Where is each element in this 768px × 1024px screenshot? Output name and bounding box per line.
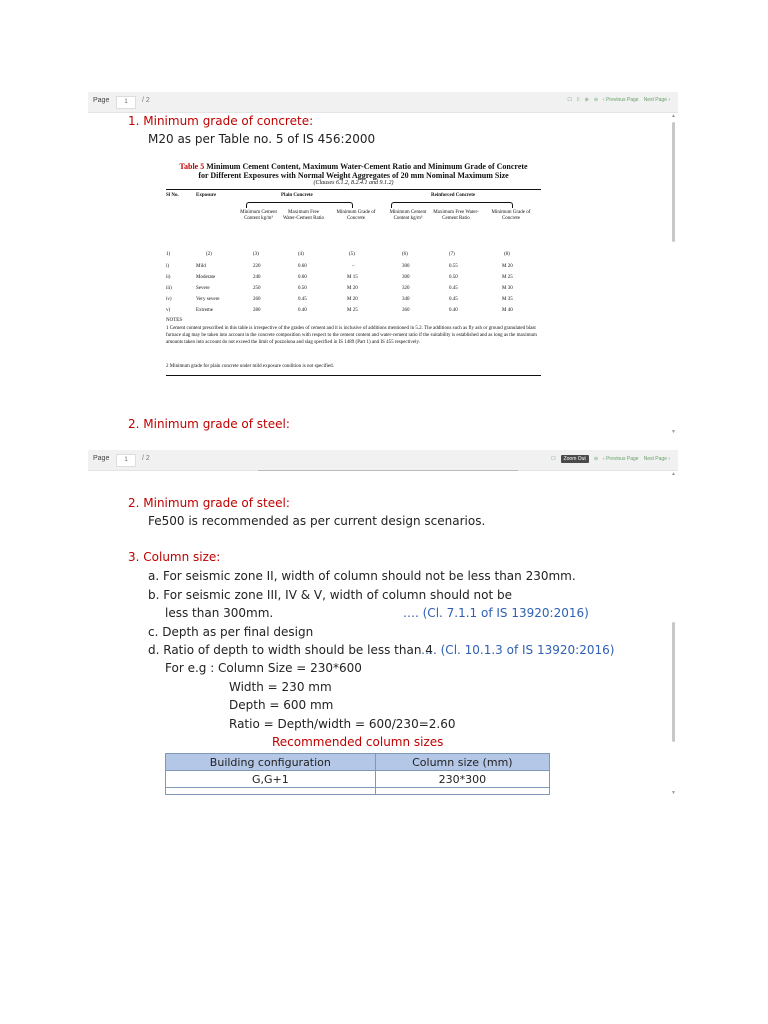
table-cell [166,788,376,795]
heading-steel-grade: 2. Minimum grade of steel: [128,417,290,431]
heading-steel-grade: 2. Minimum grade of steel: [128,496,290,510]
group-plain-concrete: Plain Concrete [281,193,313,198]
depth-text: Depth = 600 mm [229,698,334,712]
table-cell: 230*300 [375,771,549,788]
col-exposure: Exposure [196,193,217,198]
item-b-line2: less than 300mm. [165,606,274,620]
concrete-grade-text: M20 as per Table no. 5 of IS 456:2000 [148,132,376,146]
index-cell: (2) [206,252,212,257]
ref-cl-10-1-3: …. (Cl. 10.1.3 of IS 13920:2016) [421,643,615,657]
page-content [88,470,670,798]
scroll-up-arrow[interactable]: ▲ [671,471,676,477]
previous-page-link[interactable]: ‹ Previous Page [603,97,639,103]
table-row [166,771,550,788]
next-page-link[interactable]: Next Page › [643,456,670,462]
notes-label: NOTES [166,318,183,323]
zoom-out-icon[interactable]: ⊖ [593,456,599,462]
sub-header-4: Maximum Free Water-Cement Ratio [282,210,324,221]
heading-column-size: 3. Column size: [128,550,221,564]
zoom-in-icon[interactable]: ⊕ [584,97,589,103]
scrollbar[interactable] [671,472,676,795]
table-title-line2: for Different Exposures with Normal Weight Aggregates of 20 mm Nominal Maximum Size [198,171,509,180]
sub-header-5: Minimum Grade of Concrete [336,210,376,221]
heading-concrete-grade: 1. Minimum grade of concrete: [128,114,314,128]
sub-header-8: Minimum Grade of Concrete [491,210,531,221]
page-total: / 2 [142,97,150,104]
sub-header-7: Maximum Free Water-Cement Ratio [433,210,479,221]
group-reinforced-concrete: Reinforced Concrete [431,193,476,198]
header-building-config: Building configuration [166,754,376,771]
page-label: Page [93,97,110,104]
item-b-line1: b. For seismic zone III, IV & V, width of column should not be [148,588,513,602]
width-text: Width = 230 mm [229,680,332,694]
sub-header-6: Minimum Cement Content kg/m³ [389,210,427,221]
pdf-viewer-top [88,92,678,437]
reinforced-brace [391,202,513,208]
index-cell: 1) [166,252,171,257]
scroll-up-arrow[interactable]: ▲ [671,113,676,119]
table-number: Table 5 [179,162,205,171]
viewer-toolbar [88,92,678,113]
scroll-thumb[interactable] [672,622,675,742]
table-cell: G,G+1 [166,771,376,788]
table-rule-bottom [166,375,541,376]
note-2: 2 Minimum grade for plain concrete under mild exposure condition is not specified. [166,364,334,369]
scanned-table-image: Table 5 Minimum Cement Content, Maximum Water-Cement Ratio and Minimum Grade of Concrete for Different Exposures with Normal Weight Aggregates of 20 mm Nominal Maximum Size (Clauses 6.1.2, 8.2.4.1 and 9.1.2) Sl No. Exposure Plain Concrete Reinforced Concrete Minimum Cement Content kg/m³ Maximum Free Water-Cement Ratio Minimum Grade of Concrete Minimum Cement Content kg/m³ Maximum Free Water-Cement Ratio Minimum Grade of Concrete 1) (2) (3) (4) (5) (6) (7) (8) i) Mild 220 0.60 – 300 0.55 M 20 ii) Moderate 240 0.60 M 15 300 0.50 M 25 iii) Severe 250 0.50 M 20 320 0.45 M 30 iv) Very severe 260 0.45 M 20 340 0.45 M 35 v) Extreme 280 0.40 M 25 360 0.40 M 40 NOTES 1 Cement content prescribed in this table is irrespective of the grades of cement and it is inclusive of additions mentioned in 5.2. The additions such as fly ash or ground granulated blast furnace slag may be taken into account in the concrete composition with respect to the cement content and water-cement ratio if the suitability is established and as long as the maximum amounts taken into account do not exceed the limit of pozzolona and slag specified in IS 1489 (Part 1) and IS 455 respectively. 2 Minimum grade for plain concrete under mild exposure condition is not specified. [166,162,541,392]
item-a: a. For seismic zone II, width of column should not be less than 230mm. [148,569,576,583]
column-size-table [165,753,550,795]
index-cell: (3) [253,252,259,257]
steel-grade-text: Fe500 is recommended as per current design scenarios. [148,514,486,528]
sub-header-3: Minimum Cement Content kg/m³ [240,210,277,221]
page-number-input[interactable]: 1 [116,96,136,109]
pdf-viewer-bottom [88,450,678,798]
scroll-thumb[interactable] [672,122,675,242]
table-rule-top [166,189,541,190]
index-cell: (5) [349,252,355,257]
zoom-out-tooltip: Zoom Out [561,455,589,463]
item-c: c. Depth as per final design [148,625,314,639]
table-cell [375,788,549,795]
viewer-toolbar [88,450,678,471]
scroll-down-arrow[interactable]: ▼ [671,429,676,435]
header-column-size: Column size (mm) [375,754,549,771]
note-1: 1 Cement content prescribed in this table is irrespective of the grades of cement and it is inclusive of additions mentioned in 5.2. The additions such as fly ash or ground granulated blast furnace slag may be taken into account in the concrete composition with respect to the cement content and water-cement ratio if the suitability is established and as long as the maximum amounts taken into account do not exceed the limit of pozzolona and slag specified in IS 1489 (Part 1) and IS 455 respectively. [166,326,537,345]
index-cell: (6) [402,252,408,257]
layout-icon[interactable]: ⁞⁞ [576,97,580,103]
page-number-input[interactable]: 1 [116,454,136,467]
index-cell: (8) [504,252,510,257]
example-text: For e.g : Column Size = 230*600 [165,661,362,675]
col-sl: Sl No. [166,193,179,198]
scroll-down-arrow[interactable]: ▼ [671,790,676,796]
doc-icon[interactable]: ☐ [567,97,572,103]
ref-cl-7-1-1: …. (Cl. 7.1.1 of IS 13920:2016) [403,606,589,620]
page-label: Page [93,455,110,462]
zoom-out-icon[interactable]: ⊖ [593,97,599,103]
ratio-text: Ratio = Depth/width = 600/230=2.60 [229,717,456,731]
table-title-line1: Minimum Cement Content, Maximum Water-Cement Ratio and Minimum Grade of Concrete [204,162,528,171]
table-header-row [166,754,550,771]
page-break-line [258,470,518,471]
item-d: d. Ratio of depth to width should be less than 4 [148,643,433,657]
page-total: / 2 [142,455,150,462]
doc-icon[interactable]: ☐ [551,456,556,462]
scrollbar[interactable] [671,114,676,434]
page-content [88,112,670,437]
previous-page-link[interactable]: ‹ Previous Page [603,456,639,462]
table-clauses: (Clauses 6.1.2, 8.2.4.1 and 9.1.2) [313,180,394,186]
table-title: Recommended column sizes [272,735,444,749]
next-page-link[interactable]: Next Page › [643,97,670,103]
index-cell: (7) [449,252,455,257]
plain-brace [246,202,353,208]
table-row [166,788,550,795]
index-cell: (4) [298,252,304,257]
